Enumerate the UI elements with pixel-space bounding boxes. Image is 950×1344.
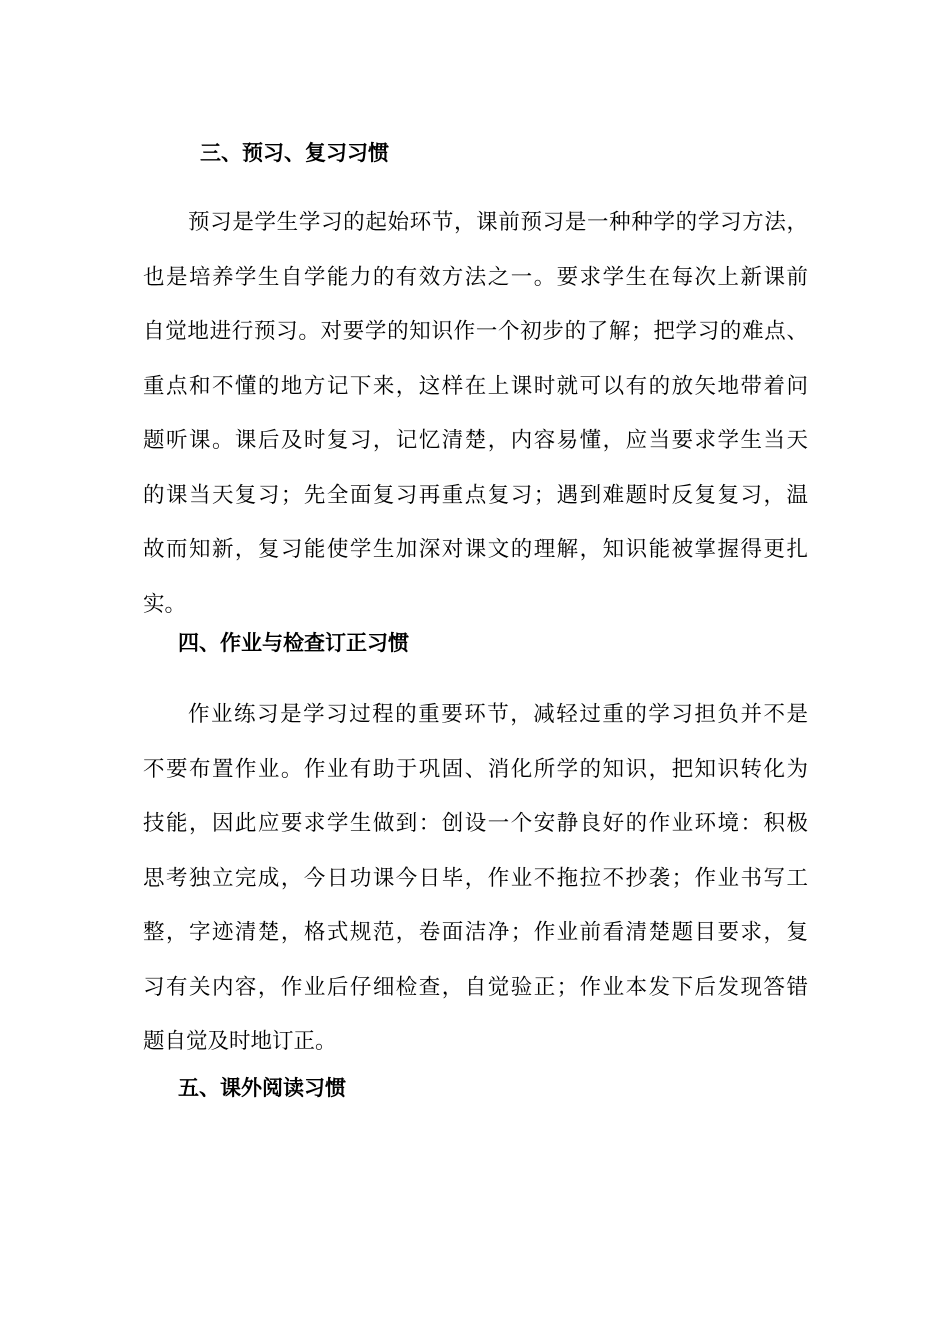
paragraph-line: 自觉地进行预习。对要学的知识作一个初步的了解；把学习的难点、 [143,319,808,344]
paragraph-line: 题自觉及时地订正。 [143,1029,337,1054]
paragraph-line: 作业练习是学习过程的重要环节，减轻过重的学习担负并不是 [188,702,808,727]
paragraph-line: 实。 [143,591,187,617]
paragraph-preview-review [143,196,808,632]
paragraph-line: 预习是学生学习的起始环节，课前预习是一种种学的学习方法， [188,210,808,235]
paragraph-line: 重点和不懂的地方记下来，这样在上课时就可以有的放矢地带着问 [143,373,808,399]
paragraph-line: 故而知新，复习能使学生加深对课文的理解，知识能被掌握得更扎 [143,537,808,562]
paragraph-line: 习有关内容，作业后仔细检查，自觉验正；作业本发下后发现答错 [143,974,808,1000]
section-heading-extracurricular-reading: 五、课外阅读习惯 [178,1076,346,1100]
paragraph-homework [143,688,808,1070]
paragraph-line: 题听课。课后及时复习，记忆清楚，内容易懂，应当要求学生当天 [143,428,808,453]
paragraph-line: 也是培养学生自学能力的有效方法之一。要求学生在每次上新课前 [143,264,808,290]
paragraph-line: 整，字迹清楚，格式规范，卷面洁净；作业前看清楚题目要求，复 [143,920,808,945]
section-heading-homework: 四、作业与检查订正习惯 [178,631,409,655]
section-heading-preview-review: 三、预习、复习习惯 [200,141,389,165]
paragraph-line: 的课当天复习；先全面复习再重点复习；遇到难题时反复复习，温 [143,482,808,508]
paragraph-line: 思考独立完成，今日功课今日毕，作业不拖拉不抄袭；作业书写工 [143,865,808,891]
paragraph-line: 不要布置作业。作业有助于巩固、消化所学的知识，把知识转化为 [143,756,808,782]
paragraph-line: 技能，因此应要求学生做到：创设一个安静良好的作业环境：积极 [143,811,808,836]
